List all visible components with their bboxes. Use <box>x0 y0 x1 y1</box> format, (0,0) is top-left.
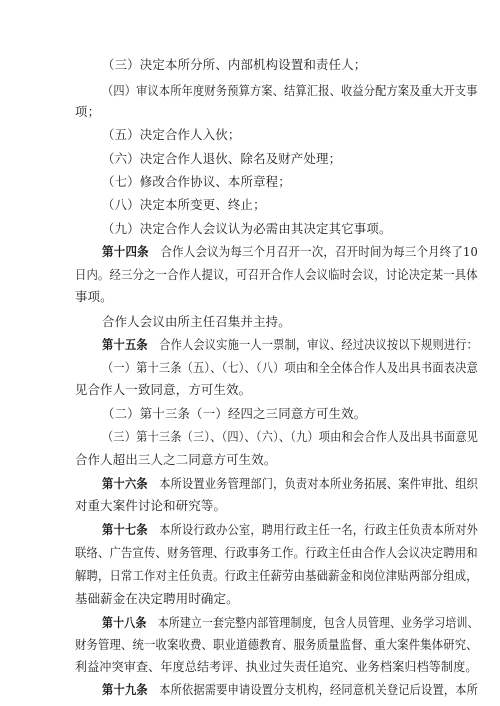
article-17-cont <box>75 568 478 584</box>
article-17-cont <box>75 591 239 607</box>
line-text: （六）决定合作人退伙、除名及财产处理； <box>102 151 342 167</box>
line-text: （三）决定本所分所、内部机构设置和责任人； <box>102 57 367 72</box>
article-19 <box>102 682 478 698</box>
article-14 <box>102 244 478 260</box>
clause-6-item <box>102 151 341 167</box>
article-15-rule-2 <box>102 406 366 422</box>
article-15-rule-3-cont <box>75 452 276 468</box>
line-text: （八）决定本所变更、终止； <box>102 196 266 212</box>
line-text: 事项。 <box>75 289 113 305</box>
article-17 <box>102 522 478 538</box>
article-14-cont <box>75 267 478 283</box>
article-15-rule-1 <box>102 360 478 376</box>
article-number: 第十六条 <box>102 475 148 491</box>
line-text: 合作人会议由所主任召集并主持。 <box>102 313 291 329</box>
line-text: （二）第十三条（一）经四之三同意方可生效。 <box>102 406 367 422</box>
line-text: 基础薪金在决定聘用时确定。 <box>75 590 239 606</box>
line-text: （三）第十三条（三）、（四）、（六）、（九）项由和会合作人及出具书面意见 <box>102 429 479 444</box>
article-number: 第十七条 <box>102 522 148 538</box>
line-text: 日内。经三分之一合作人提议，可召开合作人会议临时会议，讨论决定某一具体 <box>75 267 478 283</box>
clause-9-item <box>102 221 392 237</box>
clause-8-item <box>102 197 266 213</box>
line-text: 本所设行政办公室，聘用行政主任一名，行政主任负责本所对外 <box>147 522 478 538</box>
clause-4-item <box>102 83 478 99</box>
line-text: 对重大案件讨论和研究等。 <box>75 498 227 514</box>
article-number: 第十四条 <box>102 244 149 260</box>
line-text: 合作人超出三人之二同意方可生效。 <box>75 451 277 467</box>
line-text: 解聘，日常工作对主任负责。行政主任薪劳由基础薪金和岗位津贴两部分组成， <box>75 567 478 583</box>
article-17-cont <box>75 545 478 561</box>
article-16 <box>102 476 478 492</box>
clause-3-item <box>102 57 366 73</box>
article-16-cont <box>75 498 226 514</box>
clause-4-item-cont <box>75 104 100 120</box>
line-text: （七）修改合作协议、本所章程； <box>102 174 291 189</box>
article-15-rule-1-cont <box>75 382 251 398</box>
clause-7-item <box>102 174 291 190</box>
clause-5-item <box>102 127 241 143</box>
line-text: 项； <box>75 103 101 119</box>
article-14-para <box>102 314 291 330</box>
line-text: （九）决定合作人会议认为必需由其决定其它事项。 <box>102 220 392 236</box>
article-18 <box>102 615 479 631</box>
article-14-cont <box>75 289 113 305</box>
line-text: （一）第十三条（五）、（七）、（八）项由和全全体合作人及出具书面表决意 <box>102 359 478 375</box>
line-text: （五）决定合作人入伙； <box>102 127 241 143</box>
line-text: 本所建立一套完整内部管理制度，包含人员管理、业务学习培训、 <box>146 614 479 630</box>
line-text: 合作人会议为每三个月召开一次，召开时间为每三个月终了10 <box>148 244 478 260</box>
line-text: 联络、广告宣传、财务管理、行政事务工作。行政主任由合作人会议决定聘用和 <box>75 545 478 560</box>
line-text: 财务管理、统一收案收费、职业道德教育、服务质量监督、重大案件集体研究、 <box>75 637 478 653</box>
line-text: 合作人会议实施一人一票制，审议、经过决议按以下规则进行： <box>147 336 478 352</box>
line-text: 本所设置业务管理部门，负责对本所业务拓展、案件审批、组织 <box>147 475 478 491</box>
article-15 <box>102 337 478 353</box>
article-number: 第十八条 <box>102 614 147 630</box>
article-18-cont <box>75 637 478 653</box>
line-text: 利益冲突审查、年度总结考评、执业过失责任追究、业务档案归档等制度。 <box>75 659 478 675</box>
line-text: 见合作人一致同意，方可生效。 <box>75 382 252 398</box>
article-number: 第十九条 <box>102 682 148 697</box>
article-18-cont <box>75 659 478 675</box>
line-text: 本所依据需要申请设置分支机构，经同意机关登记后设置，本所 <box>147 682 478 697</box>
line-text: （四）审议本所年度财务预算方案、结算汇报、收益分配方案及重大开支事 <box>102 82 478 98</box>
article-number: 第十五条 <box>102 336 148 352</box>
article-15-rule-3 <box>102 429 478 445</box>
